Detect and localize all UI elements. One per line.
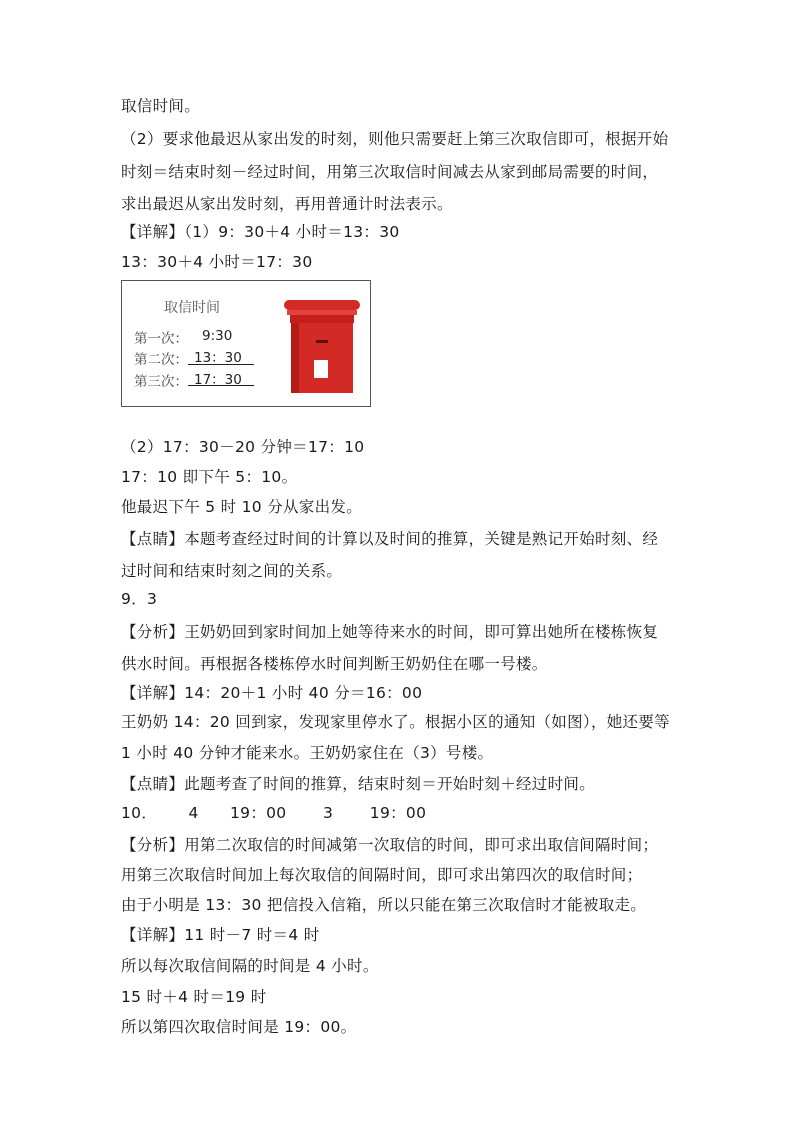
mailbox-icon <box>282 298 362 396</box>
mailbox-cap <box>284 300 360 310</box>
figure-row-time: 13：30 <box>194 350 242 366</box>
text-line: 用第三次取信时间加上每次取信的间隔时间，即可求出第四次的取信时间； <box>121 866 643 884</box>
text-line: 王奶奶 14：20 回到家，发现家里停水了。根据小区的通知（如图），她还要等 <box>121 713 670 731</box>
figure-row-label: 第二次： <box>134 352 188 368</box>
mailbox-band <box>290 315 354 323</box>
text-line: 所以第四次取信时间是 19：00。 <box>121 1018 357 1036</box>
text-line: 他最迟下午 5 时 10 分从家出发。 <box>121 498 362 516</box>
answer-line: 10． 4 19：00 3 19：00 <box>121 804 427 822</box>
figure-row-label: 第三次： <box>134 374 188 390</box>
text-line: 【详解】14：20＋1 小时 40 分＝16：00 <box>121 684 423 702</box>
text-line: 17：10 即下午 5：10。 <box>121 468 298 486</box>
text-line: 【详解】（1）9：30＋4 小时＝13：30 <box>121 223 400 241</box>
text-line: 1 小时 40 分钟才能来水。王奶奶家住在（3）号楼。 <box>121 744 494 762</box>
question-number: 9．3 <box>121 590 158 608</box>
figure-row-label: 第一次： <box>134 331 188 347</box>
text-line: 【详解】11 时－7 时＝4 时 <box>121 926 320 944</box>
text-line: 【点睛】本题考查经过时间的计算以及时间的推算，关键是熟记开始时刻、经 <box>121 530 659 548</box>
text-line: 【点睛】此题考查了时间的推算，结束时刻＝开始时刻＋经过时间。 <box>121 775 596 793</box>
text-line: 取信时间。 <box>121 97 201 115</box>
mailbox-slot <box>316 340 328 343</box>
pickup-times-figure <box>121 280 371 407</box>
underline <box>188 385 254 386</box>
text-line: （2）要求他最迟从家出发的时刻，则他只需要赶上第三次取信即可，根据开始 <box>121 130 669 148</box>
figure-title: 取信时间 <box>164 300 220 316</box>
mailbox-plate <box>314 360 328 378</box>
text-line: 过时间和结束时刻之间的关系。 <box>121 562 343 580</box>
text-line: 所以每次取信间隔的时间是 4 小时。 <box>121 957 379 975</box>
text-line: 供水时间。再根据各楼栋停水时间判断王奶奶住在哪一号楼。 <box>121 655 548 673</box>
text-line: （2）17：30－20 分钟＝17：10 <box>121 438 365 456</box>
figure-row-time: 17：30 <box>194 372 242 388</box>
text-line: 【分析】用第二次取信的时间减第一次取信的时间，即可求出取信间隔时间； <box>121 836 659 854</box>
mailbox-body <box>291 323 353 393</box>
text-line: 时刻＝结束时刻－经过时间，用第三次取信时间减去从家到邮局需要的时间， <box>121 163 659 181</box>
mailbox-rim <box>287 310 357 315</box>
mailbox-shade <box>291 323 299 393</box>
text-line: 13：30＋4 小时＝17：30 <box>121 253 313 271</box>
text-line: 【分析】王奶奶回到家时间加上她等待来水的时间，即可算出她所在楼栋恢复 <box>121 623 659 641</box>
figure-row-time: 9:30 <box>202 328 233 344</box>
text-line: 求出最迟从家出发时刻，再用普通计时法表示。 <box>121 195 453 213</box>
underline <box>188 364 254 365</box>
text-line: 15 时＋4 时＝19 时 <box>121 988 267 1006</box>
text-line: 由于小明是 13：30 把信投入信箱，所以只能在第三次取信时才能被取走。 <box>121 896 647 914</box>
